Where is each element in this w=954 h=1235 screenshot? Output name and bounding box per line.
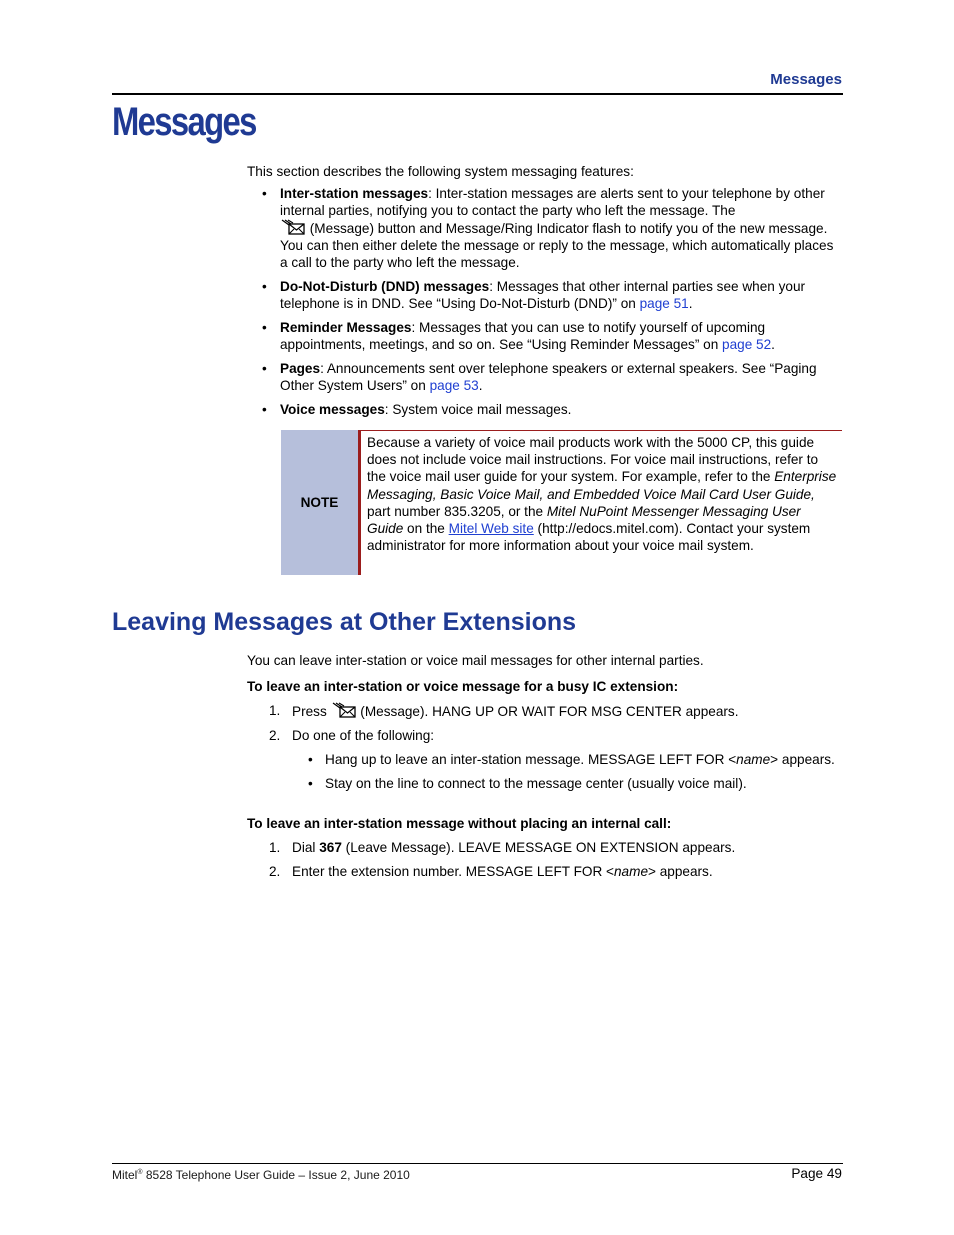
note-label: NOTE	[281, 430, 358, 575]
note-text: Because a variety of voice mail products work with the 5000 CP, this guide does not include voice mail instructions. For voice mail instructions, refer to the voice mail user guide for your system. For example, refer to the Enterprise Messaging, Basic Voice Mail, and Embedded Voice Mail Card User Guide, part number 835.3205, or the Mitel NuPoint Messenger Messaging User Guide on the Mitel Web site (http://edocs.mitel.com). Contact your system administrator for more information about your voice mail system.	[367, 435, 837, 554]
procedure-steps	[247, 702, 842, 799]
note-box	[281, 430, 842, 575]
bullet: •	[308, 776, 313, 791]
intro-paragraph: This section describes the following system messaging features:	[247, 164, 634, 179]
footer-guide-title: Mitel® 8528 Telephone User Guide – Issue 2, June 2010	[112, 1168, 410, 1182]
procedure-steps	[247, 839, 842, 887]
step-item: 2. Do one of the following: • Hang up to leave an inter-station message. MESSAGE LEFT FOR <name> appears. • Stay on the line to connect to the message center (usually voice mail).	[247, 727, 842, 792]
term: Voice messages	[280, 402, 385, 417]
term: Do-Not-Disturb (DND) messages	[280, 279, 490, 294]
page-number: Page 49	[791, 1166, 842, 1181]
list-item: • Pages: Announcements sent over telephone speakers or external speakers. See “Paging Other System Users” on page 53.	[262, 361, 817, 393]
step-item: 1. Dial 367 (Leave Message). LEAVE MESSAGE ON EXTENSION appears.	[269, 840, 736, 855]
step-number: 2.	[269, 864, 281, 879]
list-item: • Voice messages: System voice mail messages.	[262, 402, 572, 417]
page-title: Messages	[112, 100, 256, 144]
procedure-heading: To leave an inter-station or voice message for a busy IC extension:	[247, 679, 679, 694]
step-number: 2.	[269, 728, 281, 743]
list-item: • Stay on the line to connect to the message center (usually voice mail).	[308, 776, 747, 791]
term: Pages	[280, 361, 321, 376]
note-top-rule	[361, 430, 842, 431]
bullet: •	[308, 752, 313, 767]
bullet: •	[262, 186, 267, 201]
step-number: 1.	[269, 703, 281, 718]
term: Inter-station messages	[280, 186, 429, 201]
page-53-link[interactable]: page 53	[429, 378, 479, 393]
note-divider	[358, 430, 361, 575]
step-number: 1.	[269, 840, 281, 855]
message-icon	[280, 219, 306, 236]
bullet: •	[262, 279, 267, 294]
bullet: •	[262, 361, 267, 376]
bullet: •	[262, 320, 267, 335]
page-52-link[interactable]: page 52	[722, 337, 772, 352]
section-intro: You can leave inter-station or voice mail messages for other internal parties.	[247, 653, 704, 668]
list-item: • Reminder Messages: Messages that you can use to notify yourself of upcoming appointments, meetings, and so on. See “Using Reminder Messages” on page 52.	[262, 320, 775, 352]
procedure-heading: To leave an inter-station message without placing an internal call:	[247, 816, 672, 831]
sub-list	[292, 751, 842, 792]
feature-list	[247, 185, 842, 425]
mitel-web-site-link[interactable]: Mitel Web site	[448, 521, 534, 537]
list-item: • Hang up to leave an inter-station message. MESSAGE LEFT FOR <name> appears.	[308, 752, 835, 767]
list-item: • Do-Not-Disturb (DND) messages: Messages that other internal parties see when your telephone is in DND. See “Using Do-Not-Disturb (DND)” on page 51.	[262, 279, 806, 311]
footer-rule	[112, 1163, 843, 1164]
page-51-link[interactable]: page 51	[639, 296, 689, 311]
running-header: Messages	[770, 71, 842, 88]
step-item: 2. Enter the extension number. MESSAGE LEFT FOR <name> appears.	[269, 864, 713, 879]
message-icon	[331, 702, 357, 719]
step-item: 1. Press (Message). HANG UP OR WAIT FOR MSG CENTER appears.	[269, 703, 739, 719]
header-rule	[112, 93, 843, 95]
bullet: •	[262, 402, 267, 417]
term: Reminder Messages	[280, 320, 412, 335]
list-item: • Inter-station messages: Inter-station messages are alerts sent to your telephone by other internal parties, notifying you to contact the party who left the message. The (Message) button and Message/Ring Indicator flash to notify you of the new message. You can then either delete the message or reply to the message, which automatically places a call to the party who left the message.	[262, 186, 834, 270]
section-title: Leaving Messages at Other Extensions	[112, 608, 577, 636]
